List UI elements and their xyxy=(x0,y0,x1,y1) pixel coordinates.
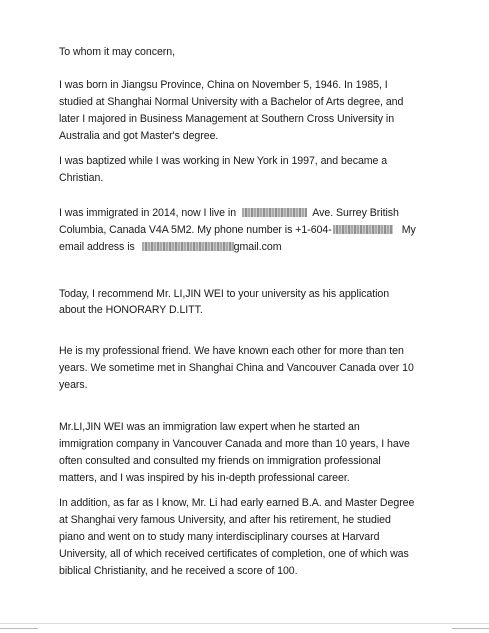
redacted-email-user xyxy=(142,242,234,251)
paragraph-7-line-5: biblical Christianity, and he received a score of 100. xyxy=(59,565,298,577)
paragraph-7-line-1: In addition, as far as I know, Mr. Li had early earned B.A. and Master Degree xyxy=(59,497,415,509)
redacted-phone-number xyxy=(333,225,393,234)
paragraph-7-line-2: at Shanghai very famous University, and after his retirement, he studied xyxy=(59,514,391,526)
address-text-after: Ave. Surrey British xyxy=(312,207,399,219)
paragraph-1-line-1: I was born in Jiangsu Province, China on November 5, 1946. In 1985, I xyxy=(59,79,388,91)
paragraph-3-line-1 xyxy=(59,205,399,221)
paragraph-6-line-2: immigration company in Vancouver Canada and more than 10 years, I have xyxy=(59,438,410,450)
paragraph-3-line-3 xyxy=(59,239,281,255)
phone-text-before: Columbia, Canada V4A 5M2. My phone number is +1-604- xyxy=(59,224,332,236)
paragraph-7-line-4: University, all of which received certificates of completion, one of which was xyxy=(59,548,409,560)
paragraph-4-line-2: about the HONORARY D.LITT. xyxy=(59,304,203,316)
paragraph-1-line-3: later I majored in Business Management at Southern Cross University in xyxy=(59,113,395,125)
email-text-before: email address is xyxy=(59,241,135,253)
phone-text-after: My xyxy=(401,224,416,236)
scan-artifact-right xyxy=(452,628,489,629)
paragraph-3-line-2 xyxy=(59,222,416,238)
paragraph-7-line-3: piano and went on to study many interdisciplinary courses at Harvard xyxy=(59,531,380,543)
paragraph-2-line-1: I was baptized while I was working in New York in 1997, and became a xyxy=(59,155,388,167)
paragraph-6-line-3: often consulted and consulted my friends on immigration professional xyxy=(59,455,381,467)
paragraph-6-line-4: matters, and I was inspired by his in-depth professional career. xyxy=(59,472,350,484)
paragraph-5-line-1: He is my professional friend. We have known each other for more than ten xyxy=(59,345,404,357)
address-text-before: I was immigrated in 2014, now I live in xyxy=(59,207,237,219)
paragraph-1-line-4: Australia and got Master's degree. xyxy=(59,130,219,142)
redacted-street-number xyxy=(242,208,307,217)
paragraph-5-line-3: years. xyxy=(59,379,88,391)
email-text-after: gmail.com xyxy=(233,241,282,253)
paragraph-5-line-2: years. We sometime met in Shanghai China and Vancouver Canada over 10 xyxy=(59,362,414,374)
paragraph-6-line-1: Mr.LI,JIN WEI was an immigration law expert when he started an xyxy=(59,421,360,433)
scan-bottom-edge xyxy=(0,623,489,624)
salutation: To whom it may concern, xyxy=(59,46,176,58)
scan-artifact-left xyxy=(0,628,38,629)
paragraph-2-line-2: Christian. xyxy=(59,172,104,184)
paragraph-4-line-1: Today, I recommend Mr. LI,JIN WEI to your university as his application xyxy=(59,288,390,300)
paragraph-1-line-2: studied at Shanghai Normal University with a Bachelor of Arts degree, and xyxy=(59,96,404,108)
